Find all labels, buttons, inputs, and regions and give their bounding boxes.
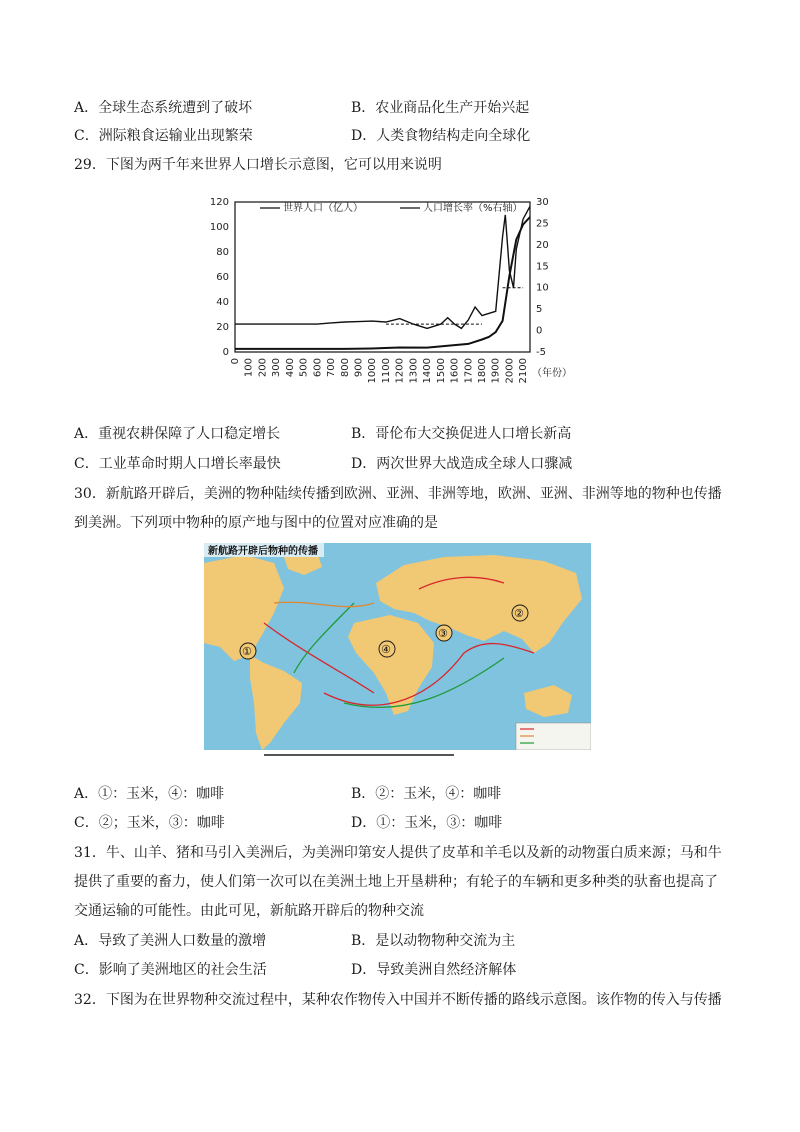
q31-option-b: B．是以动物物种交流为主 <box>351 933 516 949</box>
q30-stem-line2: 到美洲。下列项中物种的原产地与图中的位置对应准确的是 <box>74 515 438 531</box>
marker-2 <box>512 605 528 621</box>
marker-1-label: ① <box>242 645 252 658</box>
q31-option-a: A．导致了美洲人口数量的激增 <box>74 933 267 949</box>
y-left-tick-label: 40 <box>216 297 229 308</box>
q28-option-c: C．洲际粮食运输业出现繁荣 <box>74 128 253 144</box>
marker-4-label: ④ <box>381 643 391 656</box>
x-tick-label: 2000 <box>504 358 516 384</box>
series-line-population <box>235 217 530 349</box>
y-right-tick-label: 25 <box>536 218 549 230</box>
y-right-tick-label: 5 <box>536 304 543 316</box>
series-line-growth-rate <box>235 206 530 328</box>
marker-2-label: ② <box>514 607 524 620</box>
q31-option-c: C．影响了美洲地区的社会生活 <box>74 962 267 978</box>
q32-stem: 32．下图为在世界物种交流过程中，某种农作物传入中国并不断传播的路线示意图。该作物的传入与传播 <box>74 992 722 1008</box>
marker-4 <box>379 641 395 657</box>
q29-option-b: B．哥伦布大交换促进人口增长新高 <box>351 426 572 442</box>
y-left-tick-label: 120 <box>209 197 229 208</box>
marker-3-label: ③ <box>438 627 448 640</box>
x-tick-label: 1200 <box>394 358 406 384</box>
q30-stem-line1: 30．新航路开辟后，美洲的物种陆续传播到欧洲、亚洲、非洲等地，欧洲、亚洲、非洲等地的物种也传播 <box>74 486 722 502</box>
x-tick-label: 100 <box>243 358 255 378</box>
q30-options-row-1 <box>74 784 754 804</box>
q29-stem: 29．下图为两千年来世界人口增长示意图，它可以用来说明 <box>74 157 442 173</box>
q29-option-c: C．工业革命时期人口增长率最快 <box>74 456 281 472</box>
q31-stem-line2: 提供了重要的畜力，使人们第一次可以在美洲土地上开垦耕种；有轮子的车辆和更多种类的驮畜也提高了 <box>74 874 718 890</box>
q30-options-row-2 <box>74 813 754 833</box>
x-tick-label: 900 <box>353 358 365 378</box>
x-tick-label: 500 <box>298 358 310 378</box>
q30-option-c: C．②；玉米，③：咖啡 <box>74 815 225 831</box>
y-left-tick-label: 0 <box>222 347 229 358</box>
y-right-tick-label: 15 <box>536 261 549 273</box>
x-tick-label: 700 <box>326 358 338 378</box>
q28-options-row-1 <box>74 98 754 118</box>
marker-1 <box>240 643 256 659</box>
q29-options-row-2 <box>74 454 754 474</box>
x-tick-label: 1400 <box>422 358 434 384</box>
q29-option-d: D．两次世界大战造成全球人口骤减 <box>351 456 573 472</box>
x-tick-label: 1800 <box>476 358 488 384</box>
y-left-tick-label: 100 <box>209 222 229 233</box>
q30-option-d: D．①：玉米，③：咖啡 <box>351 815 503 831</box>
x-tick-label: 200 <box>257 358 269 378</box>
y-right-tick-label: 20 <box>536 239 549 251</box>
x-tick-label: 1700 <box>463 358 475 384</box>
plot-frame <box>235 202 530 352</box>
x-tick-label: 1600 <box>449 358 461 384</box>
x-tick-label: 400 <box>284 358 296 378</box>
y-left-tick-label: 80 <box>216 247 229 258</box>
x-tick-label: 1300 <box>408 358 420 384</box>
map-title: 新航路开辟后物种的传播 <box>208 546 318 557</box>
q28-option-b: B．农业商品化生产开始兴起 <box>351 100 530 116</box>
species-exchange-map <box>204 543 591 750</box>
population-chart <box>200 190 580 405</box>
q28-options-row-2 <box>74 126 754 146</box>
map-underline <box>264 754 454 756</box>
q29-option-a: A．重视农耕保障了人口稳定增长 <box>74 426 281 442</box>
legend-label-growth-rate: 人口增长率（%右轴） <box>423 203 523 214</box>
q28-option-d: D．人类食物结构走向全球化 <box>351 128 531 144</box>
q28-option-a: A．全球生态系统遭到了破坏 <box>74 100 253 116</box>
y-right-tick-label: 0 <box>536 325 543 337</box>
legend-label-population: 世界人口（亿人） <box>283 203 363 214</box>
q31-stem-line3: 交通运输的可能性。由此可见，新航路开辟后的物种交流 <box>74 903 424 919</box>
x-tick-label: 1500 <box>435 358 447 384</box>
x-tick-label: 2100 <box>518 358 530 384</box>
x-tick-label: 1900 <box>490 358 502 384</box>
q30-option-a: A．①：玉米，④：咖啡 <box>74 786 225 802</box>
y-left-tick-label: 20 <box>216 322 229 333</box>
q31-options-row-2 <box>74 960 754 980</box>
q31-stem-line1: 31．牛、山羊、猪和马引入美洲后，为美洲印第安人提供了皮革和羊毛以及新的动物蛋白质来源；马和牛 <box>74 845 722 861</box>
y-right-tick-label: 10 <box>536 282 549 294</box>
marker-3 <box>436 625 452 641</box>
q31-options-row-1 <box>74 931 754 951</box>
y-right-tick-label: -5 <box>536 347 546 358</box>
x-tick-label: 1000 <box>367 358 379 384</box>
q30-option-b: B．②：玉米，④：咖啡 <box>351 786 502 802</box>
x-tick-label: 0 <box>230 358 241 365</box>
x-tick-label: 300 <box>271 358 283 378</box>
y-right-tick-label: 30 <box>536 197 549 208</box>
x-tick-label: 800 <box>339 358 351 378</box>
y-left-tick-label: 60 <box>216 272 229 283</box>
q29-options-row-1 <box>74 424 754 444</box>
x-tick-label: 1100 <box>380 358 392 384</box>
x-tick-label: 600 <box>312 358 324 378</box>
q31-option-d: D．导致美洲自然经济解体 <box>351 962 517 978</box>
x-unit-label: （年份） <box>532 368 572 379</box>
